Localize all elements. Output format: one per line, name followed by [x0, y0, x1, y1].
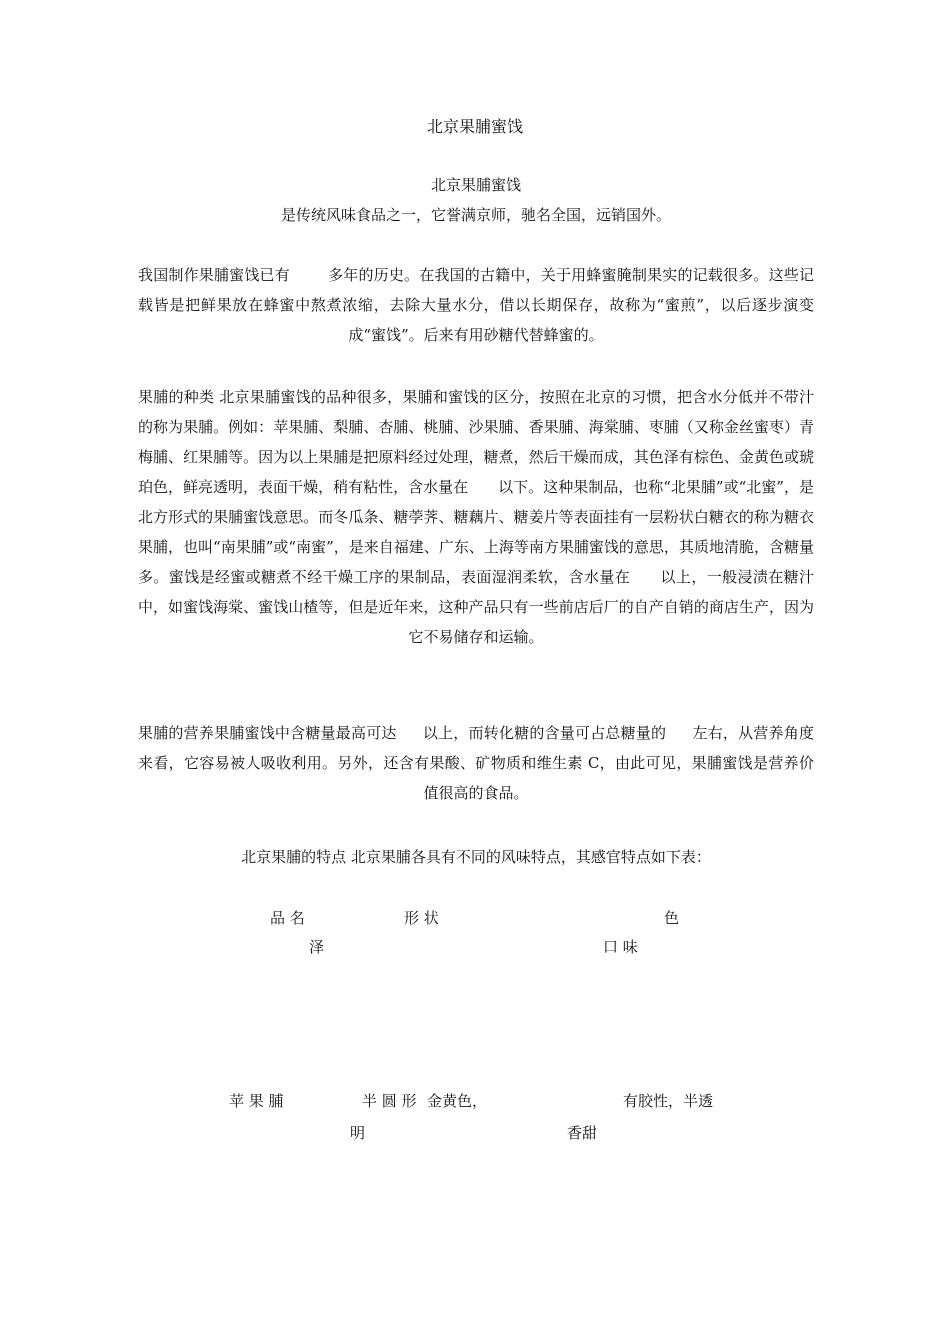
table-row-1-taste-sweet: 香甜	[567, 1124, 598, 1142]
table-row-1-shape: 半 圆 形	[362, 1092, 417, 1110]
table-header-name: 品 名	[270, 909, 305, 927]
nutrition-text-part-2: 以上，而转化糖的含量可占总糖量的	[422, 724, 667, 742]
intro-section	[138, 170, 814, 230]
history-text-part-2: 多年的历史。在我国的古籍中，关于用蜂蜜腌制果实的记载很多。这些记载皆是把鲜果放在蜂蜜中熬煮浓缩，去除大量水分，借以长期保存，故称为“蜜煎”，以后逐步演变成“蜜饯”。后来有用砂糖代替蜂蜜的。	[138, 266, 814, 344]
types-text-part-3: 以上，一般浸渍在糖汁中，如蜜饯海棠、蜜饯山楂等，但是近年来，这种产品只有一些前店后厂的自产自销的商店生产，因为它不易储存和运输。	[138, 568, 814, 646]
table-header-taste: 口 味	[603, 938, 638, 956]
intro-line-2: 是传统风味食品之一，它誉满京师，驰名全国，远销国外。	[280, 206, 671, 224]
history-paragraph	[138, 260, 814, 350]
types-paragraph	[138, 382, 814, 652]
types-text	[138, 382, 814, 652]
table-row-1-color: 金黄色，	[427, 1092, 488, 1110]
history-text-part-1: 我国制作果脯蜜饯已有	[138, 266, 290, 284]
table-row-1-name: 苹 果 脯	[229, 1092, 284, 1110]
table-row-1-taste: 有胶性，半透	[623, 1092, 714, 1110]
table-header-shape: 形 状	[404, 909, 439, 927]
types-text-part-2: 以下。这种果制品，也称“北果脯”或“北蜜”，是北方形式的果脯蜜饯意思。而冬瓜条、糖荸荠、糖藕片、糖姜片等表面挂有一层粉状白糖衣的称为糖衣果脯，也叫“南果脯”或“南蜜”，是来自福建、广东、上海等南方果脯蜜饯的意思，其质地清脆，含糖量多。蜜饯是经蜜或糖煮不经干燥工序的果制品，表面湿润柔软，含水量在	[138, 478, 814, 586]
features-intro	[138, 842, 814, 872]
table-header-color-wrap: 泽	[309, 938, 325, 956]
nutrition-text-part-1: 果脯的营养果脯蜜饯中含糖量最高可达	[138, 724, 397, 742]
intro-line-1: 北京果脯蜜饯	[430, 176, 521, 194]
nutrition-text-part-3: 左右，从营养角度来看，它容易被人吸收利用。另外，还含有果酸、矿物质和维生素 C，由此可见，果脯蜜饯是营养价值很高的食品。	[138, 724, 814, 802]
types-text-part-1: 果脯的种类 北京果脯蜜饯的品种很多，果脯和蜜饯的区分，按照在北京的习惯，把含水分低并不带汁的称为果脯。例如：苹果脯、梨脯、杏脯、桃脯、沙果脯、香果脯、海棠脯、枣脯（又称金丝蜜枣）青梅脯、红果脯等。因为以上果脯是把原料经过处理，糖煮，然后干燥而成，其色泽有棕色、金黄色或琥珀色，鲜亮透明，表面干燥，稍有粘性，含水量在	[138, 388, 814, 496]
nutrition-text	[138, 718, 814, 808]
features-intro-text: 北京果脯的特点 北京果脯各具有不同的风味特点，其感官特点如下表：	[241, 848, 711, 866]
history-text	[138, 260, 814, 350]
table-header-color: 色	[664, 909, 680, 927]
nutrition-paragraph	[138, 718, 814, 808]
table-row-1-taste-wrap: 明	[350, 1124, 366, 1142]
document-title: 北京果脯蜜饯	[426, 117, 523, 136]
